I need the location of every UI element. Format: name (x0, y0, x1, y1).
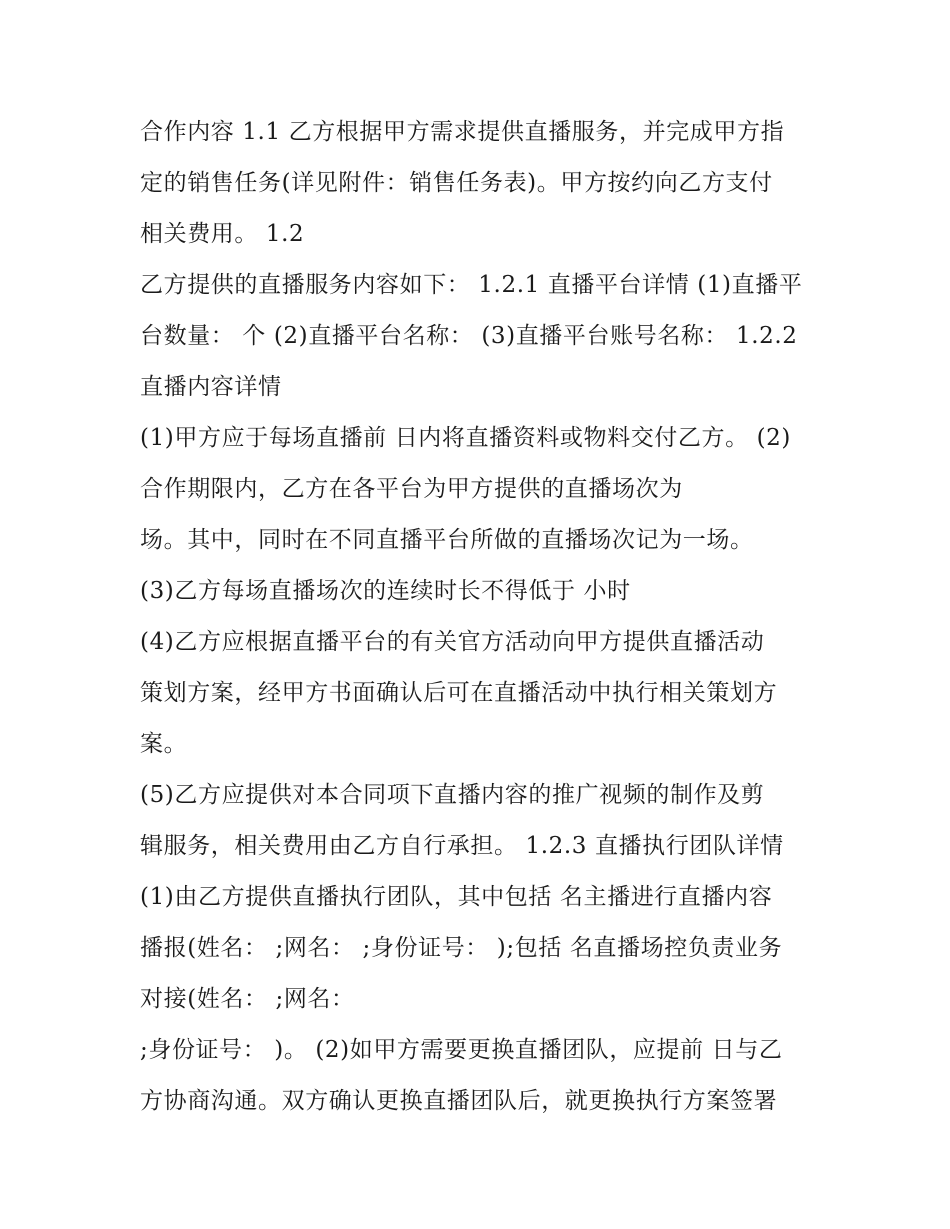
text-line: 台数量： 个 (2)直播平台名称： (3)直播平台账号名称： 1.2.2 (140, 323, 798, 349)
text-line: 合作期限内，乙方在各平台为甲方提供的直播场次为 (140, 476, 683, 502)
text-line: (1)由乙方提供直播执行团队，其中包括 名主播进行直播内容 (140, 884, 773, 910)
text-line: 定的销售任务(详见附件：销售任务表)。甲方按约向乙方支付 (140, 170, 773, 196)
text-line: 乙方提供的直播服务内容如下： 1.2.1 直播平台详情 (1)直播平 (140, 272, 803, 298)
text-line: (1)甲方应于每场直播前 日内将直播资料或物料交付乙方。 (2) (140, 425, 791, 451)
text-line: 辑服务，相关费用由乙方自行承担。 1.2.3 直播执行团队详情 (140, 833, 784, 859)
text-line: (4)乙方应根据直播平台的有关官方活动向甲方提供直播活动 (140, 629, 765, 655)
text-line: ;身份证号： )。 (2)如甲方需要更换直播团队，应提前 日与乙 (140, 1037, 783, 1063)
text-line: 场。其中，同时在不同直播平台所做的直播场次记为一场。 (140, 527, 754, 553)
text-line: 直播内容详情 (140, 374, 282, 400)
text-line: (5)乙方应提供对本合同项下直播内容的推广视频的制作及剪 (140, 782, 765, 808)
text-line: 相关费用。 1.2 (140, 221, 305, 247)
document-body (140, 107, 820, 1127)
text-line: 对接(姓名： ;网名： (140, 986, 355, 1012)
text-line: 案。 (140, 731, 188, 757)
text-line: 合作内容 1.1 乙方根据甲方需求提供直播服务，并完成甲方指 (140, 119, 785, 145)
text-line: 策划方案，经甲方书面确认后可在直播活动中执行相关策划方 (140, 680, 778, 706)
text-line: 方协商沟通。双方确认更换直播团队后，就更换执行方案签署 (140, 1088, 778, 1114)
text-line: 播报(姓名： ;网名： ;身份证号： );包括 名直播场控负责业务 (140, 935, 783, 961)
text-line: (3)乙方每场直播场次的连续时长不得低于 小时 (140, 578, 631, 604)
